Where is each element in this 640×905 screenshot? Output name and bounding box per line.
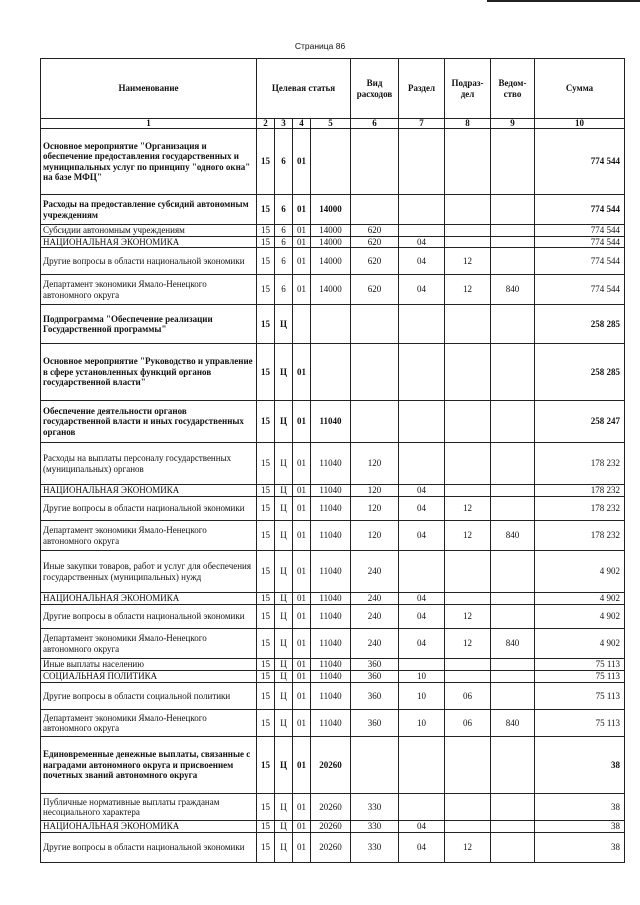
row-sum: 75 113 [535, 683, 625, 710]
row-subprogram: Ц [275, 605, 293, 629]
row-razdel: 10 [399, 671, 445, 683]
row-vid: 360 [351, 710, 399, 737]
row-podrazdel: 12 [445, 497, 491, 521]
row-name: Департамент экономики Ямало-Ненецкого автономного округа [41, 710, 257, 737]
row-direction: 11040 [311, 671, 351, 683]
row-razdel [399, 794, 445, 821]
row-podrazdel [445, 195, 491, 225]
row-event: 01 [293, 629, 311, 659]
row-vid: 120 [351, 443, 399, 485]
row-vedomstvo [491, 129, 535, 195]
row-program: 15 [257, 593, 275, 605]
row-direction: 14000 [311, 248, 351, 275]
table-row [41, 443, 625, 485]
row-razdel: 04 [399, 521, 445, 551]
row-name: Единовременные денежные выплаты, связанные с наградами автономного округа и присвоением почетных званий автономного округа [41, 737, 257, 794]
row-vedomstvo [491, 401, 535, 443]
table-row [41, 737, 625, 794]
row-subprogram: Ц [275, 443, 293, 485]
row-name: Другие вопросы в области национальной экономики [41, 248, 257, 275]
header-name: Наименование [41, 59, 257, 119]
top-rule [487, 0, 640, 2]
row-direction: 11040 [311, 497, 351, 521]
row-direction: 11040 [311, 710, 351, 737]
row-razdel: 04 [399, 497, 445, 521]
row-subprogram: Ц [275, 521, 293, 551]
column-number: 8 [445, 119, 491, 129]
row-vid: 360 [351, 671, 399, 683]
row-subprogram: Ц [275, 401, 293, 443]
row-podrazdel [445, 225, 491, 237]
row-podrazdel [445, 794, 491, 821]
table-row [41, 593, 625, 605]
row-event: 01 [293, 794, 311, 821]
row-razdel [399, 401, 445, 443]
row-program: 15 [257, 551, 275, 593]
row-vid [351, 344, 399, 401]
row-program: 15 [257, 521, 275, 551]
row-event: 01 [293, 401, 311, 443]
row-podrazdel: 12 [445, 275, 491, 305]
table-row [41, 195, 625, 225]
row-program: 15 [257, 497, 275, 521]
row-direction: 11040 [311, 659, 351, 671]
row-vid: 240 [351, 593, 399, 605]
column-number: 10 [535, 119, 625, 129]
row-podrazdel [445, 305, 491, 344]
row-program: 15 [257, 195, 275, 225]
row-name: Основное мероприятие "Организация и обеспечение предоставления государственных и муниципальных услуг по принципу "одного окна" на базе МФЦ" [41, 129, 257, 195]
row-direction: 11040 [311, 521, 351, 551]
row-subprogram: Ц [275, 683, 293, 710]
row-vid [351, 305, 399, 344]
row-vid [351, 401, 399, 443]
row-event: 01 [293, 737, 311, 794]
row-event: 01 [293, 129, 311, 195]
row-vedomstvo [491, 794, 535, 821]
row-vid: 620 [351, 236, 399, 248]
row-vedomstvo: 840 [491, 275, 535, 305]
row-name: Департамент экономики Ямало-Ненецкого автономного округа [41, 521, 257, 551]
row-name: Публичные нормативные выплаты гражданам несоциального характера [41, 794, 257, 821]
row-sum: 75 113 [535, 710, 625, 737]
row-event: 01 [293, 551, 311, 593]
row-name: Другие вопросы в области национальной экономики [41, 497, 257, 521]
row-vedomstvo: 840 [491, 710, 535, 737]
row-direction [311, 129, 351, 195]
row-direction: 11040 [311, 551, 351, 593]
header-vedomstvo: Ведом-ство [491, 59, 535, 119]
row-name: Основное мероприятие "Руководство и управление в сфере установленных функций органов государственной власти" [41, 344, 257, 401]
row-sum: 38 [535, 833, 625, 863]
row-program: 15 [257, 833, 275, 863]
row-podrazdel: 12 [445, 521, 491, 551]
row-event: 01 [293, 521, 311, 551]
row-direction: 20260 [311, 794, 351, 821]
row-name: Другие вопросы в области национальной экономики [41, 833, 257, 863]
row-direction [311, 305, 351, 344]
row-vid: 240 [351, 551, 399, 593]
row-subprogram: 6 [275, 129, 293, 195]
header-target: Целевая статья [257, 59, 351, 119]
row-vedomstvo [491, 671, 535, 683]
header-razdel: Раздел [399, 59, 445, 119]
row-podrazdel [445, 401, 491, 443]
table-row [41, 551, 625, 593]
row-name: Другие вопросы в области национальной экономики [41, 605, 257, 629]
row-event: 01 [293, 593, 311, 605]
row-razdel: 04 [399, 275, 445, 305]
row-name: Субсидии автономным учреждениям [41, 225, 257, 237]
row-name: Другие вопросы в области социальной политики [41, 683, 257, 710]
row-direction: 11040 [311, 683, 351, 710]
row-sum: 774 544 [535, 275, 625, 305]
row-vedomstvo: 840 [491, 629, 535, 659]
row-event: 01 [293, 275, 311, 305]
row-podrazdel: 12 [445, 248, 491, 275]
table-row [41, 605, 625, 629]
row-name: Подпрограмма "Обеспечение реализации Государственной программы" [41, 305, 257, 344]
row-sum: 4 902 [535, 629, 625, 659]
row-name: Иные выплаты населению [41, 659, 257, 671]
row-vedomstvo [491, 551, 535, 593]
row-direction: 20260 [311, 737, 351, 794]
row-direction: 11040 [311, 605, 351, 629]
row-event: 01 [293, 485, 311, 497]
row-name: Иные закупки товаров, работ и услуг для обеспечения государственных (муниципальных) нужд [41, 551, 257, 593]
table-row [41, 497, 625, 521]
row-subprogram: Ц [275, 485, 293, 497]
row-program: 15 [257, 129, 275, 195]
row-sum: 4 902 [535, 593, 625, 605]
row-direction: 11040 [311, 629, 351, 659]
row-vedomstvo: 840 [491, 521, 535, 551]
row-razdel: 10 [399, 683, 445, 710]
row-sum: 178 232 [535, 521, 625, 551]
table-row [41, 710, 625, 737]
column-numbers [41, 119, 625, 129]
row-program: 15 [257, 710, 275, 737]
row-direction: 14000 [311, 195, 351, 225]
column-number: 6 [351, 119, 399, 129]
row-subprogram: Ц [275, 671, 293, 683]
column-number: 3 [275, 119, 293, 129]
column-number: 5 [311, 119, 351, 129]
table-row [41, 275, 625, 305]
row-direction: 20260 [311, 821, 351, 833]
row-razdel [399, 659, 445, 671]
column-number: 2 [257, 119, 275, 129]
row-sum: 774 544 [535, 195, 625, 225]
row-podrazdel [445, 659, 491, 671]
row-vid [351, 129, 399, 195]
row-program: 15 [257, 659, 275, 671]
row-event: 01 [293, 225, 311, 237]
row-sum: 258 247 [535, 401, 625, 443]
row-vid: 330 [351, 821, 399, 833]
row-program: 15 [257, 225, 275, 237]
row-sum: 178 232 [535, 485, 625, 497]
row-vedomstvo [491, 248, 535, 275]
row-sum: 75 113 [535, 659, 625, 671]
row-subprogram: Ц [275, 710, 293, 737]
row-podrazdel [445, 737, 491, 794]
table-row [41, 821, 625, 833]
page-number: Страница 86 [294, 41, 346, 51]
row-event: 01 [293, 710, 311, 737]
row-vid: 120 [351, 497, 399, 521]
row-event: 01 [293, 236, 311, 248]
row-vid: 330 [351, 794, 399, 821]
row-vedomstvo [491, 443, 535, 485]
row-event [293, 305, 311, 344]
table-row [41, 659, 625, 671]
row-subprogram: Ц [275, 821, 293, 833]
table-row [41, 794, 625, 821]
row-sum: 38 [535, 794, 625, 821]
row-podrazdel: 12 [445, 605, 491, 629]
row-name: НАЦИОНАЛЬНАЯ ЭКОНОМИКА [41, 821, 257, 833]
row-razdel [399, 225, 445, 237]
row-vedomstvo [491, 593, 535, 605]
budget-table [40, 58, 625, 863]
row-event: 01 [293, 443, 311, 485]
row-razdel [399, 551, 445, 593]
table-row [41, 344, 625, 401]
row-razdel: 04 [399, 833, 445, 863]
row-subprogram: Ц [275, 737, 293, 794]
row-razdel: 04 [399, 629, 445, 659]
row-podrazdel [445, 236, 491, 248]
row-razdel: 04 [399, 605, 445, 629]
row-subprogram: Ц [275, 551, 293, 593]
row-direction: 20260 [311, 833, 351, 863]
table-row [41, 629, 625, 659]
row-event: 01 [293, 248, 311, 275]
row-event: 01 [293, 195, 311, 225]
row-program: 15 [257, 236, 275, 248]
row-program: 15 [257, 485, 275, 497]
row-name: СОЦИАЛЬНАЯ ПОЛИТИКА [41, 671, 257, 683]
row-razdel: 04 [399, 485, 445, 497]
table-row [41, 833, 625, 863]
row-vedomstvo [491, 305, 535, 344]
row-event: 01 [293, 497, 311, 521]
table-row [41, 683, 625, 710]
row-vedomstvo [491, 659, 535, 671]
row-podrazdel: 06 [445, 683, 491, 710]
row-vedomstvo [491, 225, 535, 237]
row-razdel [399, 129, 445, 195]
row-program: 15 [257, 605, 275, 629]
table-row [41, 236, 625, 248]
table-row [41, 485, 625, 497]
row-direction: 11040 [311, 443, 351, 485]
row-vid: 620 [351, 225, 399, 237]
table-row [41, 225, 625, 237]
row-vid: 240 [351, 605, 399, 629]
row-name: Департамент экономики Ямало-Ненецкого автономного округа [41, 629, 257, 659]
column-number: 1 [41, 119, 257, 129]
row-podrazdel [445, 344, 491, 401]
row-razdel [399, 195, 445, 225]
row-program: 15 [257, 629, 275, 659]
row-name: НАЦИОНАЛЬНАЯ ЭКОНОМИКА [41, 236, 257, 248]
row-razdel: 04 [399, 236, 445, 248]
header-podrazdel: Подраз-дел [445, 59, 491, 119]
column-number: 4 [293, 119, 311, 129]
row-razdel: 04 [399, 248, 445, 275]
row-podrazdel: 12 [445, 833, 491, 863]
row-sum: 4 902 [535, 605, 625, 629]
row-razdel [399, 443, 445, 485]
row-vid: 120 [351, 485, 399, 497]
row-program: 15 [257, 821, 275, 833]
row-razdel: 04 [399, 593, 445, 605]
row-program: 15 [257, 443, 275, 485]
row-event: 01 [293, 683, 311, 710]
row-subprogram: 6 [275, 275, 293, 305]
row-event: 01 [293, 344, 311, 401]
row-vid: 360 [351, 659, 399, 671]
row-sum: 75 113 [535, 671, 625, 683]
row-subprogram: Ц [275, 344, 293, 401]
row-sum: 258 285 [535, 305, 625, 344]
table-row [41, 248, 625, 275]
row-vedomstvo [491, 737, 535, 794]
row-vedomstvo [491, 236, 535, 248]
row-name: Расходы на выплаты персоналу государственных (муниципальных) органов [41, 443, 257, 485]
row-program: 15 [257, 794, 275, 821]
row-sum: 38 [535, 821, 625, 833]
row-vedomstvo [491, 821, 535, 833]
row-sum: 178 232 [535, 443, 625, 485]
row-subprogram: Ц [275, 794, 293, 821]
row-subprogram: Ц [275, 833, 293, 863]
row-sum: 178 232 [535, 497, 625, 521]
row-sum: 774 544 [535, 129, 625, 195]
row-podrazdel [445, 129, 491, 195]
row-vid [351, 195, 399, 225]
row-podrazdel: 06 [445, 710, 491, 737]
row-program: 15 [257, 401, 275, 443]
row-vedomstvo [491, 344, 535, 401]
row-razdel [399, 737, 445, 794]
row-vid: 360 [351, 683, 399, 710]
row-program: 15 [257, 671, 275, 683]
row-direction: 14000 [311, 275, 351, 305]
row-direction: 11040 [311, 401, 351, 443]
row-direction: 11040 [311, 593, 351, 605]
row-program: 15 [257, 305, 275, 344]
row-event: 01 [293, 821, 311, 833]
row-name: НАЦИОНАЛЬНАЯ ЭКОНОМИКА [41, 485, 257, 497]
row-subprogram: Ц [275, 593, 293, 605]
row-vedomstvo [491, 833, 535, 863]
row-podrazdel [445, 551, 491, 593]
row-vid: 620 [351, 248, 399, 275]
column-number: 9 [491, 119, 535, 129]
table-row [41, 671, 625, 683]
row-razdel [399, 344, 445, 401]
row-program: 15 [257, 737, 275, 794]
row-vid: 240 [351, 629, 399, 659]
row-podrazdel [445, 821, 491, 833]
row-subprogram: 6 [275, 248, 293, 275]
header-vid: Вид расходов [351, 59, 399, 119]
row-vedomstvo [491, 683, 535, 710]
table-row [41, 401, 625, 443]
row-direction: 11040 [311, 485, 351, 497]
table-row [41, 521, 625, 551]
row-sum: 258 285 [535, 344, 625, 401]
header-summa: Сумма [535, 59, 625, 119]
row-event: 01 [293, 605, 311, 629]
row-sum: 4 902 [535, 551, 625, 593]
row-vedomstvo [491, 195, 535, 225]
row-sum: 774 544 [535, 225, 625, 237]
row-razdel: 04 [399, 821, 445, 833]
row-vedomstvo [491, 605, 535, 629]
row-event: 01 [293, 659, 311, 671]
row-podrazdel [445, 671, 491, 683]
row-name: Департамент экономики Ямало-Ненецкого автономного округа [41, 275, 257, 305]
row-program: 15 [257, 275, 275, 305]
row-program: 15 [257, 344, 275, 401]
row-direction: 14000 [311, 236, 351, 248]
row-sum: 774 544 [535, 236, 625, 248]
row-subprogram: 6 [275, 225, 293, 237]
row-vid [351, 737, 399, 794]
row-subprogram: 6 [275, 236, 293, 248]
row-direction: 14000 [311, 225, 351, 237]
row-name: НАЦИОНАЛЬНАЯ ЭКОНОМИКА [41, 593, 257, 605]
row-podrazdel [445, 443, 491, 485]
row-podrazdel [445, 593, 491, 605]
row-sum: 38 [535, 737, 625, 794]
row-vid: 120 [351, 521, 399, 551]
row-direction [311, 344, 351, 401]
row-vedomstvo [491, 497, 535, 521]
table-row [41, 305, 625, 344]
row-vedomstvo [491, 485, 535, 497]
column-number: 7 [399, 119, 445, 129]
row-vid: 620 [351, 275, 399, 305]
row-vid: 330 [351, 833, 399, 863]
row-subprogram: Ц [275, 629, 293, 659]
table-row [41, 129, 625, 195]
row-program: 15 [257, 683, 275, 710]
row-podrazdel: 12 [445, 629, 491, 659]
row-event: 01 [293, 833, 311, 863]
row-subprogram: Ц [275, 305, 293, 344]
row-event: 01 [293, 671, 311, 683]
row-subprogram: 6 [275, 195, 293, 225]
row-subprogram: Ц [275, 497, 293, 521]
row-razdel [399, 305, 445, 344]
row-podrazdel [445, 485, 491, 497]
row-razdel: 10 [399, 710, 445, 737]
row-subprogram: Ц [275, 659, 293, 671]
row-name: Расходы на предоставление субсидий автономным учреждениям [41, 195, 257, 225]
row-program: 15 [257, 248, 275, 275]
row-sum: 774 544 [535, 248, 625, 275]
table-body [41, 129, 625, 863]
row-name: Обеспечение деятельности органов государственной власти и иных государственных органов [41, 401, 257, 443]
